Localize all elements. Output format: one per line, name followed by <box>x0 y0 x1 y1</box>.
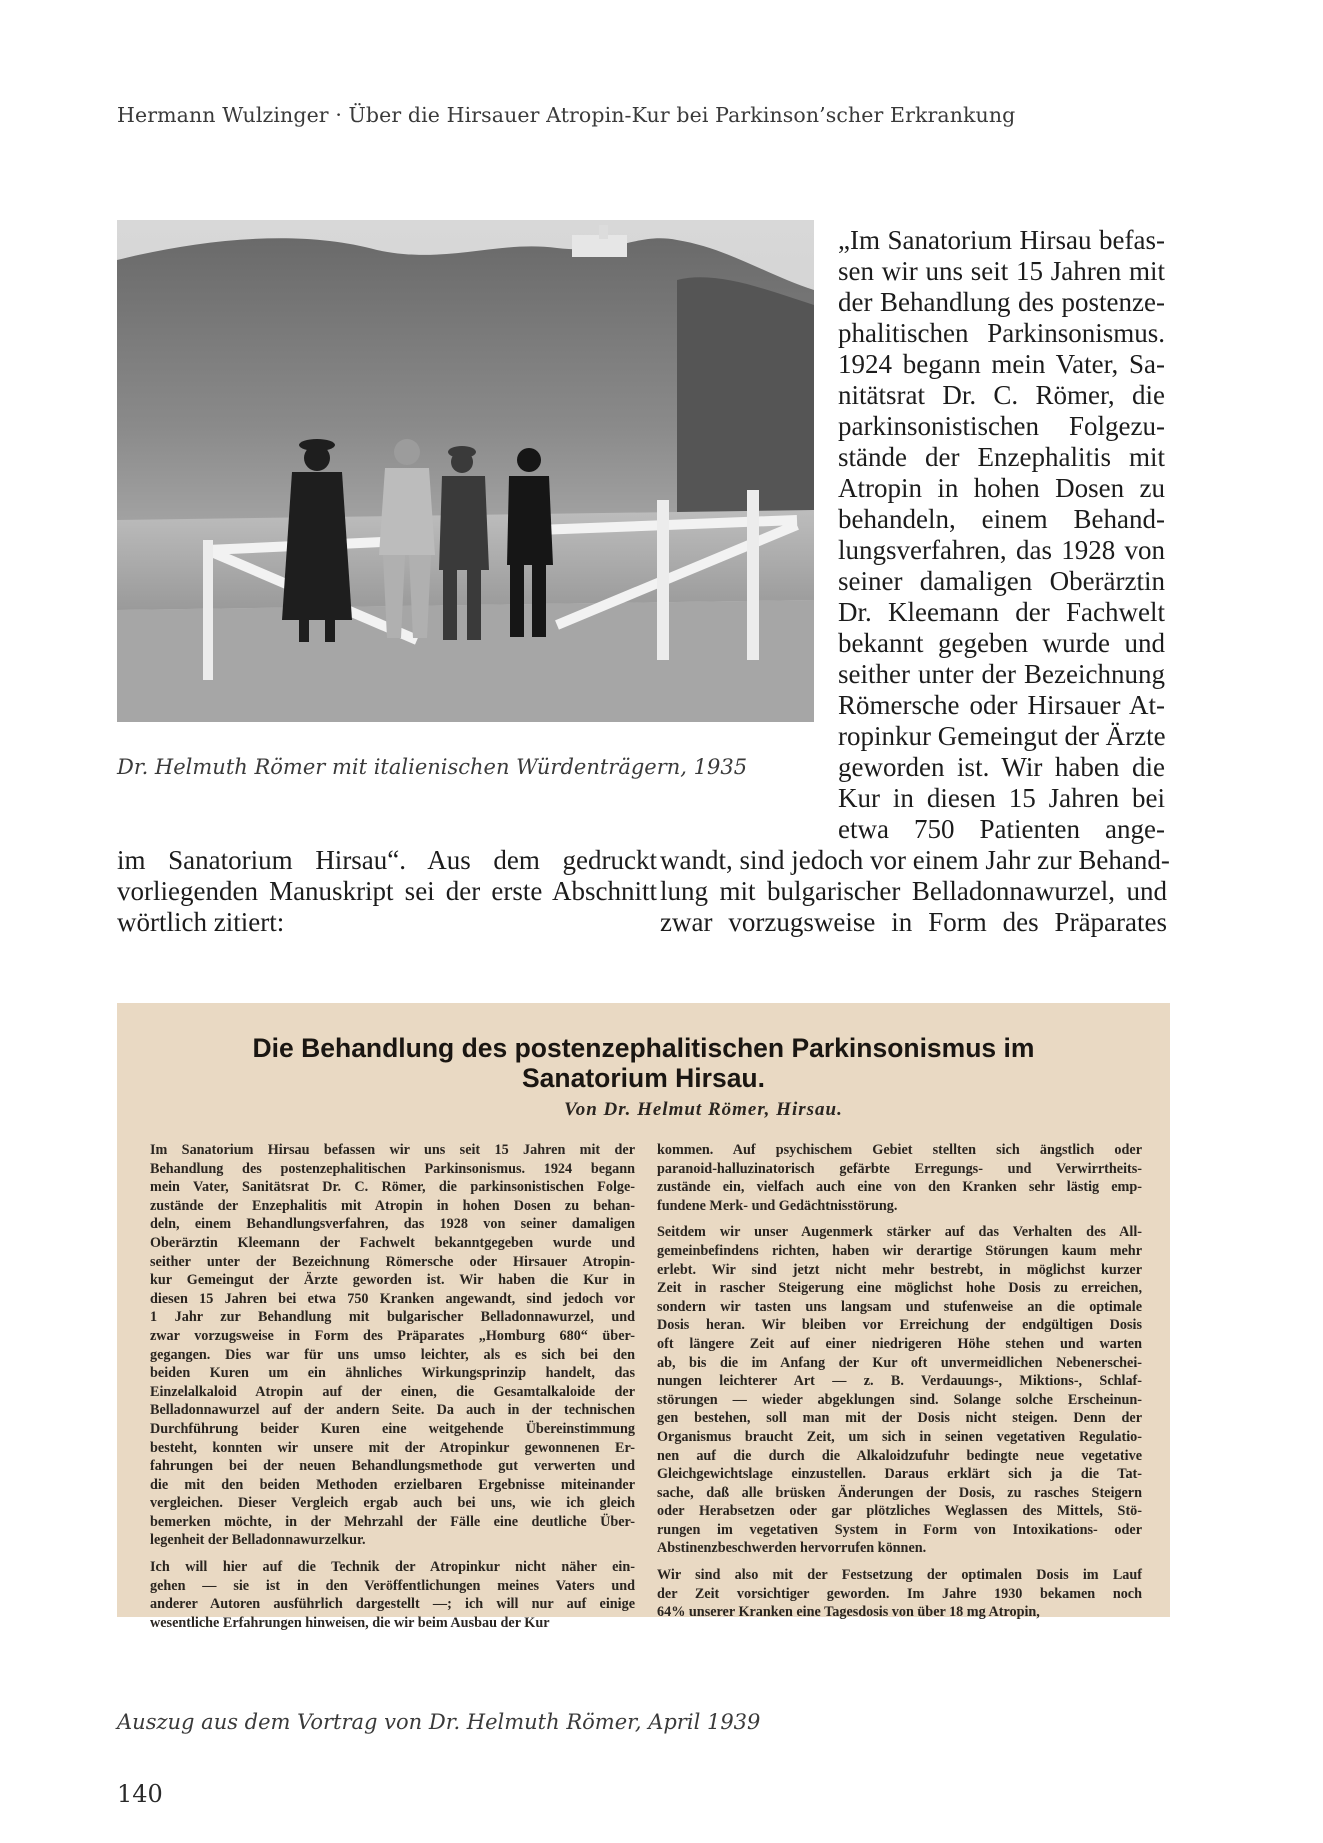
excerpt-left-column <box>150 1141 635 1632</box>
paragraph-gap <box>657 1215 1142 1223</box>
excerpt-right-column <box>657 1141 1142 1622</box>
excerpt-text-line: Seitdem wir unser Augenmerk stärker auf das Verhalten des All- <box>657 1224 1142 1241</box>
excerpt-text-line: bemerken möchte, in der Mehrzahl der Fälle eine deutliche Über- <box>150 1513 635 1530</box>
text-line: ropinkur Gemeingut der Ärzte <box>838 721 1166 751</box>
excerpt-text-line: vergleichen. Dieser Vergleich ergab auch bei uns, wie ich gleich <box>150 1495 635 1512</box>
excerpt-text-line: die mit den beiden Methoden erzielbaren Ergebnisse miteinander <box>150 1476 635 1493</box>
excerpt-text-line: nungen leichterer Art — z. B. Verdauungs-, Miktions-, Schlaf- <box>657 1373 1142 1390</box>
excerpt-text-line: zustände ein, vielfach auch eine von den Kranken sehr lästig emp- <box>657 1179 1142 1196</box>
excerpt-text-line: Behandlung des postenzephalitischen Parkinsonismus. 1924 begann <box>150 1160 635 1177</box>
excerpt-text-line: legenheit der Belladonnawurzelkur. <box>150 1532 366 1549</box>
excerpt-text-line: Durchführung beider Kuren eine weitgehende Übereinstimmung <box>150 1420 635 1437</box>
text-line: Dr. Kleemann der Fachwelt <box>838 597 1165 627</box>
photo-illustration <box>117 220 814 722</box>
text-line: zwar vorzugsweise in Form des Präparates <box>660 907 1167 937</box>
excerpt-text-line: zustände der Enzephalitis mit Atropin in hohen Dosen zu behan- <box>150 1197 635 1214</box>
right-lower-text <box>660 845 1170 938</box>
text-line: wörtlich zitiert: <box>117 907 285 937</box>
excerpt-text-line: gemeinbefindens richten, haben wir derartige Störungen kaum mehr <box>657 1242 1142 1259</box>
text-line: seiner damaligen Oberärztin <box>838 566 1165 596</box>
excerpt-text-line: der Zeit vorsichtiger geworden. Im Jahre 1930 bekamen noch <box>657 1585 1142 1602</box>
page-number: 140 <box>117 1780 163 1808</box>
text-line: im Sanatorium Hirsau“. Aus dem gedruckt <box>117 845 657 875</box>
excerpt-text-line: Gleichgewichtslage einzustellen. Daraus erklärt sich ja die Tat- <box>657 1466 1142 1483</box>
excerpt-text-line: fahrungen bei der neuen Behandlungsmethode gut verwerten und <box>150 1458 635 1475</box>
text-line: etwa 750 Patienten ange- <box>838 814 1165 844</box>
paragraph-gap <box>657 1558 1142 1566</box>
excerpt-text-line: Dosis heran. Wir bleiben vor Erreichung der endgültigen Dosis <box>657 1317 1142 1334</box>
excerpt-text-line: deln, einem Behandlungsverfahren, das 1928 von seiner damaligen <box>150 1216 635 1233</box>
paragraph-gap <box>150 1550 635 1558</box>
excerpt-text-line: störungen — wieder abgeklungen sind. Solange solche Erscheinun- <box>657 1391 1142 1408</box>
text-line: sen wir uns seit 15 Jahren mit <box>838 256 1165 286</box>
excerpt-text-line: gehen — sie ist in den Veröffentlichungen meines Vaters und <box>150 1577 635 1594</box>
lecture-excerpt-scan <box>117 1003 1170 1631</box>
excerpt-text-line: seither unter der Bezeichnung Römersche oder Hirsauer Atropin- <box>150 1253 635 1270</box>
historical-photo <box>117 220 814 722</box>
excerpt-text-line: Einzelalkaloid Atropin auf der einen, die Gesamtalkaloide der <box>150 1383 635 1400</box>
photo-caption: Dr. Helmuth Römer mit italienischen Würdenträgern, 1935 <box>117 755 748 779</box>
excerpt-text-line: 64% unserer Kranken eine Tagesdosis von über 18 mg Atropin, <box>657 1604 1040 1621</box>
right-column-text <box>838 225 1165 845</box>
text-line: Kur in diesen 15 Jahren bei <box>838 783 1165 813</box>
excerpt-text-line: mein Vater, Sanitätsrat Dr. C. Römer, die parkinsonistischen Folge- <box>150 1179 635 1196</box>
excerpt-title-line: Sanatorium Hirsau. <box>522 1063 765 1093</box>
excerpt-text-line: sondern wir tasten uns langsam und stufenweise an die optimale <box>657 1298 1142 1315</box>
running-head: Hermann Wulzinger · Über die Hirsauer Atropin-Kur bei Parkinson’scher Erkrankung <box>117 103 1016 127</box>
left-lower-text <box>117 845 657 938</box>
excerpt-text-line: paranoid-halluzinatorisch gefärbte Erregungs- und Verwirrtheits- <box>657 1160 1142 1177</box>
excerpt-text-line: Organismus braucht Zeit, um sich in seinen vegetativen Regulatio- <box>657 1428 1142 1445</box>
text-line: seither unter der Bezeichnung <box>838 659 1165 689</box>
text-line: bekannt gegeben wurde und <box>838 628 1165 658</box>
text-line: stände der Enzephalitis mit <box>838 442 1165 472</box>
text-line: der Behandlung des postenze- <box>838 287 1165 317</box>
excerpt-text-line: oder Herabsetzen oder gar plötzliches Weglassen des Mittels, Stö- <box>657 1503 1142 1520</box>
excerpt-text-line: kur Gemeingut der Ärzte geworden ist. Wir haben die Kur in <box>150 1272 635 1289</box>
excerpt-text-line: ab, bis die im Anfang der Kur oft unvermeidlichen Nebenerschei- <box>657 1354 1142 1371</box>
excerpt-text-line: beiden Kuren um ein ähnliches Wirkungsprinzip handelt, das <box>150 1365 635 1382</box>
text-line: „Im Sanatorium Hirsau befas- <box>838 225 1165 255</box>
excerpt-text-line: wesentliche Erfahrungen hinweisen, die wir beim Ausbau der Kur <box>150 1614 550 1631</box>
excerpt-text-line: Abstinenzbeschwerden hervorrufen können. <box>657 1540 927 1557</box>
text-line: lung mit bulgarischer Belladonnawurzel, und <box>660 876 1167 906</box>
text-line: 1924 begann mein Vater, Sa- <box>838 349 1165 379</box>
excerpt-text-line: gegangen. Dies war für uns umso leichter, als es sich bei den <box>150 1346 635 1363</box>
excerpt-text-line: Oberärztin Kleemann der Fachwelt bekanntgegeben wurde und <box>150 1234 635 1251</box>
excerpt-text-line: 1 Jahr zur Behandlung mit bulgarischer Belladonnawurzel, und <box>150 1309 635 1326</box>
excerpt-text-line: fundene Merk- und Gedächtnisstörung. <box>657 1197 898 1214</box>
text-line: wandt, sind jedoch vor einem Jahr zur Behand- <box>660 845 1170 875</box>
text-line: vorliegenden Manuskript sei der erste Abschnitt <box>117 876 657 906</box>
excerpt-caption: Auszug aus dem Vortrag von Dr. Helmuth Römer, April 1939 <box>117 1710 761 1734</box>
text-line: lungsverfahren, das 1928 von <box>838 535 1165 565</box>
excerpt-text-line: oft längere Zeit auf einer niedrigeren Höhe stehen und warten <box>657 1335 1142 1352</box>
excerpt-text-line: nen auf die durch die Alkaloidzufuhr bedingte neue vegetative <box>657 1447 1142 1464</box>
text-line: Römersche oder Hirsauer At- <box>838 690 1165 720</box>
text-line: Atropin in hohen Dosen zu <box>838 473 1165 503</box>
excerpt-text-line: Zeit in rascher Steigerung eine möglichst hohe Dosis zu erreichen, <box>657 1280 1142 1297</box>
excerpt-text-line: diesen 15 Jahren bei etwa 750 Kranken angewandt, sind jedoch vor <box>150 1290 635 1307</box>
excerpt-text-line: rungen im vegetativen System in Form von Intoxikations- oder <box>657 1521 1142 1538</box>
excerpt-title <box>117 1033 1170 1093</box>
excerpt-title-line: Die Behandlung des postenzephalitischen Parkinsonismus im <box>252 1033 1035 1063</box>
text-line: phalitischen Parkinsonismus. <box>838 318 1165 348</box>
excerpt-text-line: Im Sanatorium Hirsau befassen wir uns seit 15 Jahren mit der <box>150 1142 635 1158</box>
text-line: nitätsrat Dr. C. Römer, die <box>838 380 1165 410</box>
excerpt-author: Von Dr. Helmut Römer, Hirsau. <box>564 1099 843 1120</box>
text-line: behandeln, einem Behand- <box>838 504 1165 534</box>
excerpt-text-line: zwar vorzugsweise in Form des Präparates „Homburg 680“ über- <box>150 1327 635 1344</box>
excerpt-text-line: Belladonnawurzel auf der andern Seite. Da auch in der technischen <box>150 1402 635 1419</box>
excerpt-text-line: gen bestehen, soll man mit der Dosis nicht steigen. Denn der <box>657 1410 1142 1427</box>
text-line: geworden ist. Wir haben die <box>838 752 1165 782</box>
excerpt-text-line: anderer Autoren ausführlich dargestellt —; ich will nur auf einige <box>150 1596 635 1613</box>
excerpt-text-line: kommen. Auf psychischem Gebiet stellten sich ängstlich oder <box>657 1142 1142 1158</box>
text-line: parkinsonistischen Folgezu- <box>838 411 1165 441</box>
excerpt-text-line: Wir sind also mit der Festsetzung der optimalen Dosis im Lauf <box>657 1567 1142 1584</box>
excerpt-text-line: erlebt. Wir sind jetzt nicht mehr bestrebt, in möglichst kurzer <box>657 1261 1142 1278</box>
excerpt-text-line: besteht, konnten wir unsere mit der Atropinkur gewonnenen Er- <box>150 1439 635 1456</box>
excerpt-text-line: Ich will hier auf die Technik der Atropinkur nicht näher ein- <box>150 1559 635 1576</box>
excerpt-text-line: sache, daß alle brüsken Änderungen der Dosis, zu rasches Steigern <box>657 1484 1142 1501</box>
